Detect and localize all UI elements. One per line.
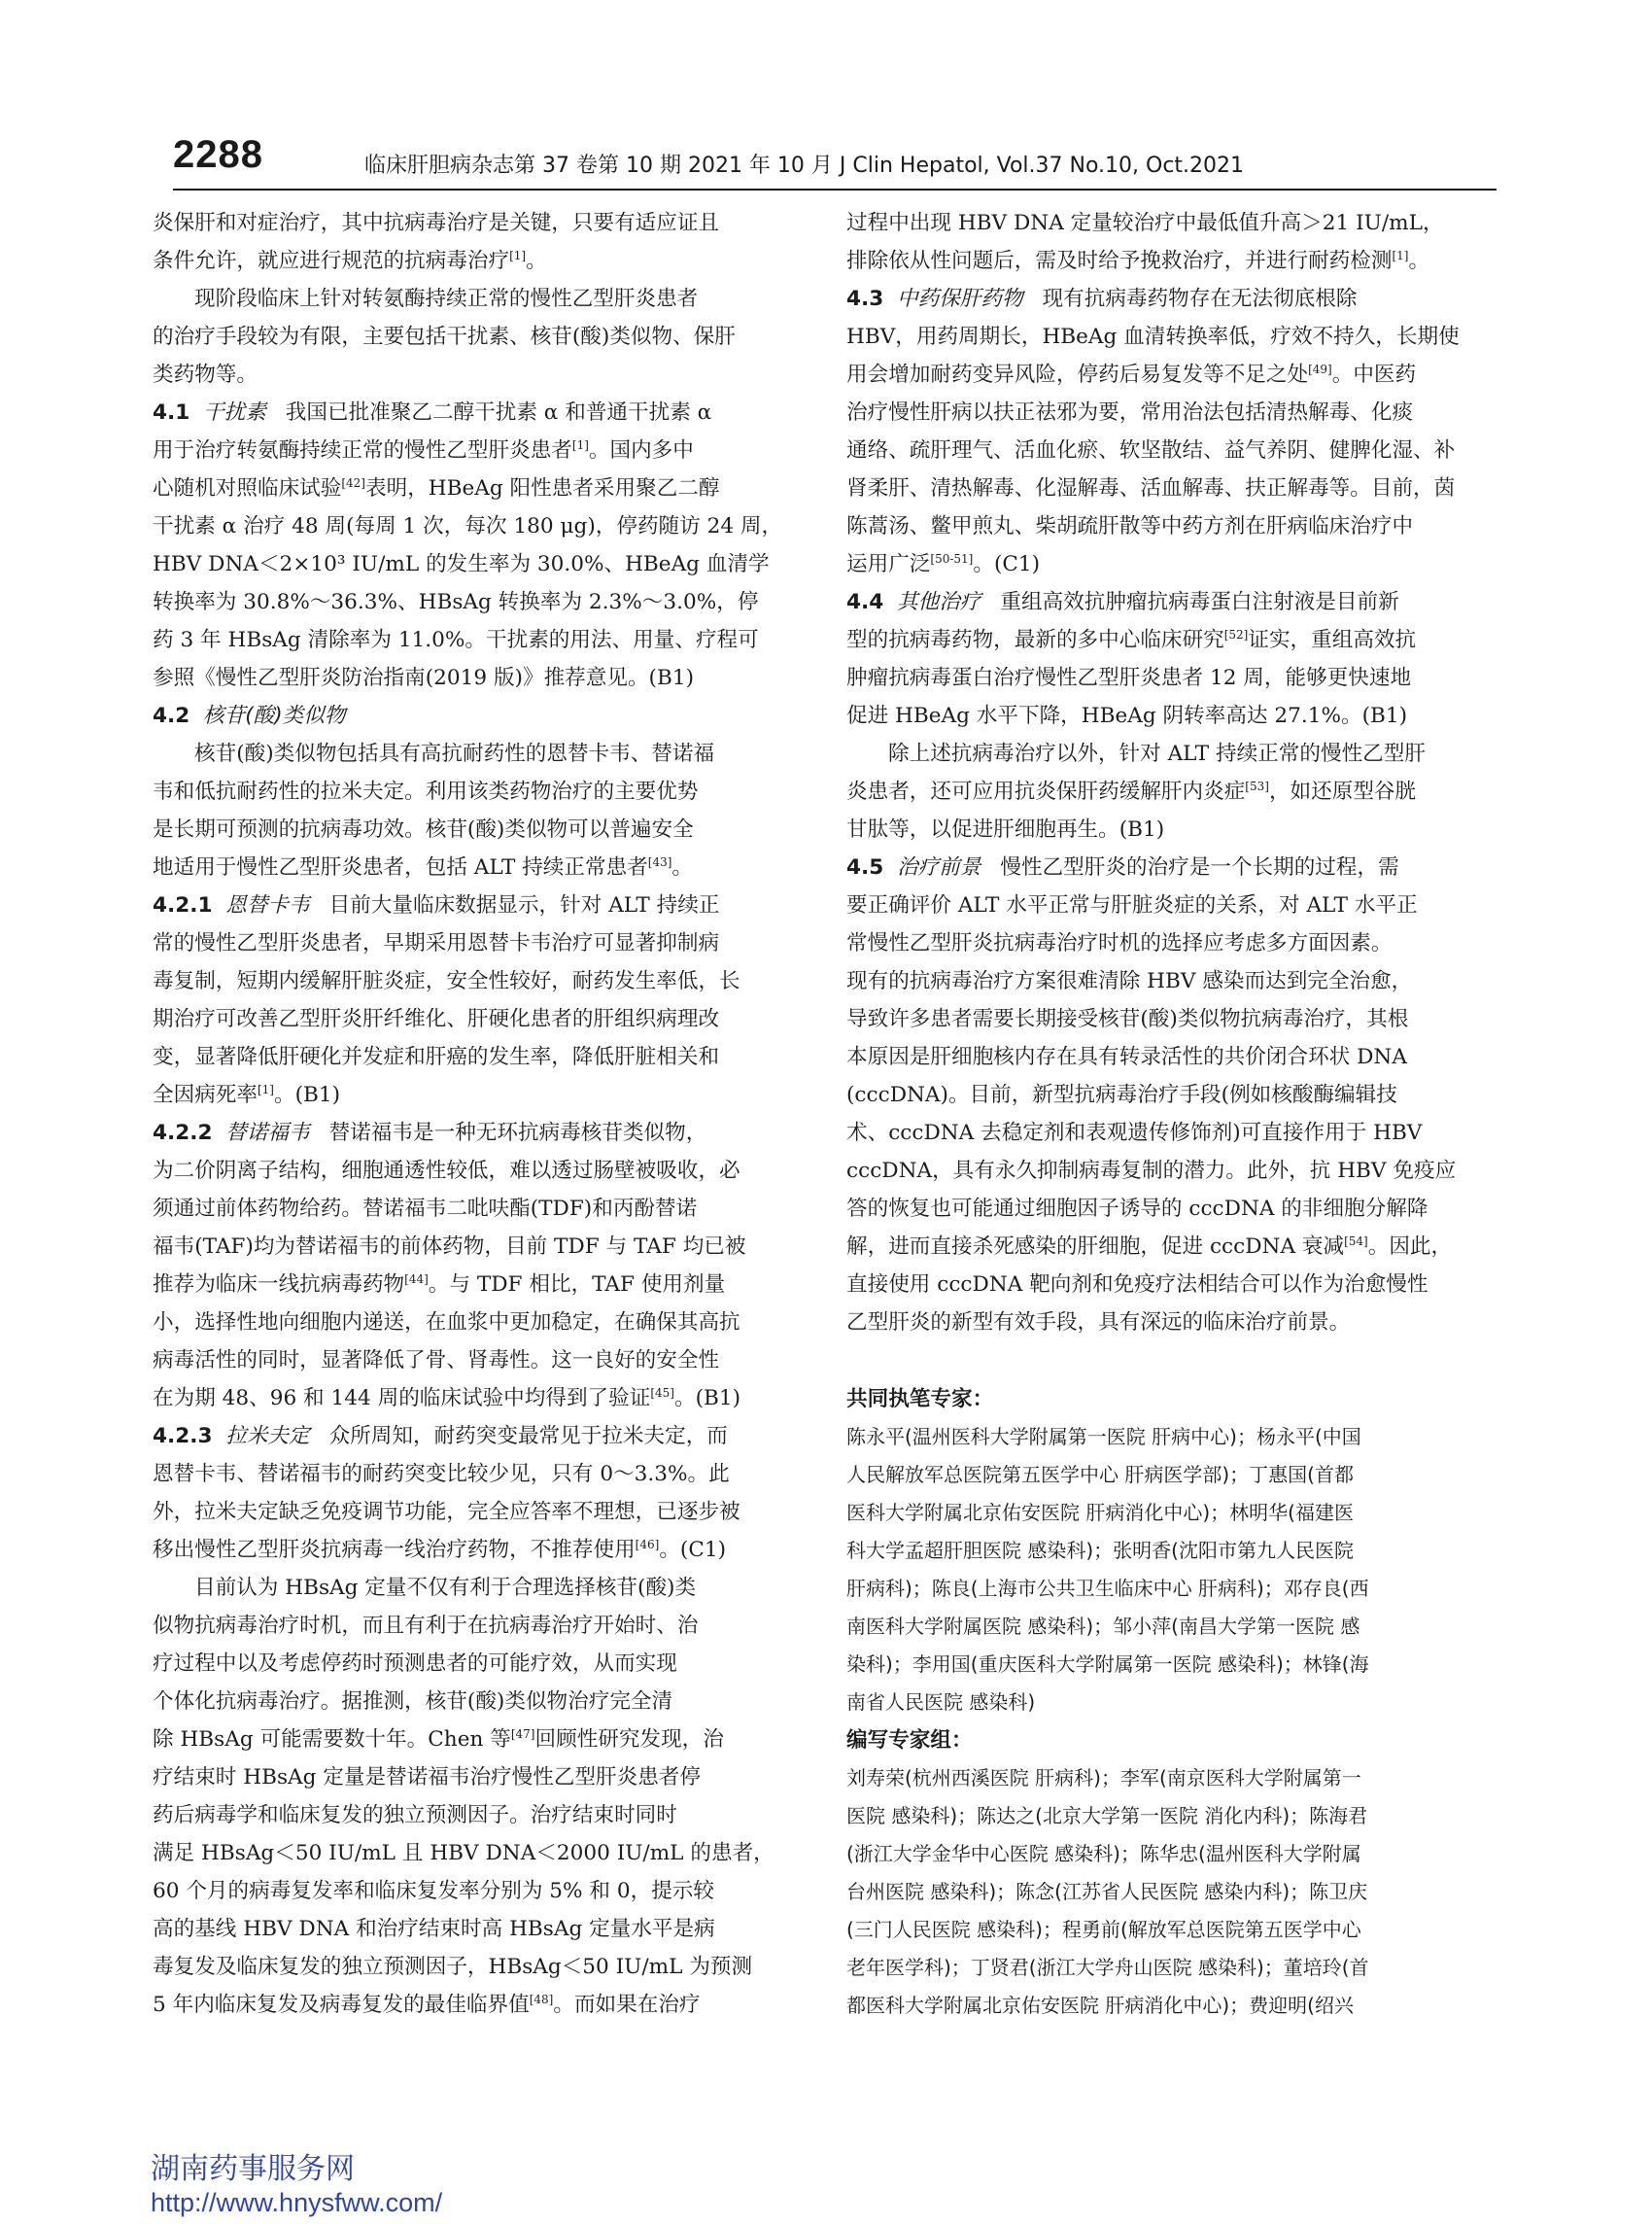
writer-line: 老年医学科)；丁贤君(浙江大学舟山医院 感染科)；董培玲(首 — [846, 1956, 1369, 1979]
expert-line: 染科)；李用国(重庆医科大学附属第一医院 感染科)；林锋(海 — [846, 1652, 1369, 1676]
paragraph-line: 毒复制，短期内缓解肝脏炎症，安全性较好，耐药发生率低，长 — [153, 969, 740, 993]
paragraph-line: 疗过程中以及考虑停药时预测患者的可能疗效，从而实现 — [153, 1651, 677, 1676]
site-url-link[interactable]: http://www.hnysfww.com/ — [151, 2188, 443, 2217]
writer-line: (浙江大学金华中心医院 感染科)；陈华忠(温州医科大学附属 — [846, 1842, 1361, 1865]
paragraph-line: 期治疗可改善乙型肝炎肝纤维化、肝硬化患者的肝组织病理改 — [153, 1007, 720, 1031]
section-number: 4.5 — [846, 855, 884, 880]
paragraph-line: 用于治疗转氨酶持续正常的慢性乙型肝炎患者[1]。国内多中 — [153, 437, 694, 463]
paragraph-line: cccDNA，具有永久抑制病毒复制的潜力。此外，抗 HBV 免疫应 — [846, 1159, 1457, 1183]
section-title: 中药保肝药物 — [897, 287, 1023, 311]
expert-line: 南医科大学附属医院 感染科)；邹小萍(南昌大学第一医院 感 — [846, 1615, 1360, 1638]
citation-marker: [52] — [1223, 627, 1249, 642]
paragraph-line: 外，拉米夫定缺乏免疫调节功能，完全应答率不理想，已逐步被 — [153, 1500, 740, 1524]
section-title: 替诺福韦 — [225, 1121, 310, 1145]
paragraph-line: 推荐为临床一线抗病毒药物[44]。与 TDF 相比，TAF 使用剂量 — [153, 1271, 726, 1297]
section-4-2-2 — [153, 1114, 811, 1152]
citation-marker: [1] — [509, 248, 527, 262]
citation-marker: [1] — [1392, 248, 1409, 262]
citation-marker: [44] — [404, 1271, 429, 1286]
section-number: 4.2.3 — [153, 1424, 213, 1448]
section-number: 4.3 — [846, 287, 884, 311]
section-4-4 — [846, 583, 1505, 621]
citation-marker: [54] — [1344, 1234, 1368, 1248]
section-number: 4.2.2 — [153, 1121, 213, 1145]
paragraph-line: 通络、疏肝理气、活血化瘀、软坚散结、益气养阴、健脾化湿、补 — [846, 438, 1456, 463]
paragraph-line: 在为期 48、96 和 144 周的临床试验中均得到了验证[45]。(B1) — [153, 1385, 741, 1410]
writer-line: 刘寿荣(杭州西溪医院 肝病科)；李军(南京医科大学附属第一 — [846, 1766, 1361, 1790]
paragraph-text: 重组高效抗肿瘤抗病毒蛋白注射液是目前新 — [1000, 590, 1399, 614]
paragraph-line: HBV，用药周期长，HBeAg 血清转换率低，疗效不持久，长期使 — [846, 325, 1460, 349]
paragraph-line: 除 HBsAg 可能需要数十年。Chen 等[47]回顾性研究发现，治 — [153, 1726, 724, 1752]
citation-marker: [43] — [647, 854, 672, 869]
section-4-2-3 — [153, 1417, 811, 1455]
paragraph-line: 常慢性乙型肝炎抗病毒治疗时机的选择应考虑多方面因素。 — [846, 931, 1393, 956]
paragraph-line: 福韦(TAF)均为替诺福韦的前体药物，目前 TDF 与 TAF 均已被 — [153, 1234, 746, 1259]
paragraph-line: 为二价阴离子结构，细胞通透性较低，难以透过肠壁被吸收，必 — [153, 1159, 740, 1183]
paragraph-line: 运用广泛[50-51]。(C1) — [846, 551, 1041, 576]
section-4-2 — [153, 697, 811, 735]
section-title: 核苷(酸)类似物 — [203, 704, 346, 728]
paragraph-line: 全因病死率[1]。(B1) — [153, 1082, 341, 1107]
paragraph-line: 似物抗病毒治疗时机，而且有利于在抗病毒治疗开始时、治 — [153, 1614, 699, 1638]
paragraph-line: 常的慢性乙型肝炎患者，早期采用恩替卡韦治疗可显著抑制病 — [153, 931, 720, 956]
site-name: 湖南药事服务网 — [151, 2152, 355, 2186]
paragraph-line: 解，进而直接杀死感染的肝细胞，促进 cccDNA 衰减[54]。因此， — [846, 1234, 1453, 1259]
paragraph-text: 目前大量临床数据显示，针对 ALT 持续正 — [328, 893, 720, 918]
paragraph-line: 心随机对照临床试验[42]表明，HBeAg 阳性患者采用聚乙二醇 — [153, 475, 720, 501]
section-4-2-1 — [153, 886, 811, 924]
writer-line: 医院 感染科)；陈达之(北京大学第一医院 消化内科)；陈海君 — [846, 1804, 1368, 1827]
paragraph-text: 我国已批准聚乙二醇干扰素 α 和普通干扰素 α — [285, 400, 712, 425]
right-column — [846, 204, 1505, 2025]
paragraph-line: 炎保肝和对症治疗，其中抗病毒治疗是关键，只要有适应证且 — [153, 211, 720, 235]
paragraph-line: 韦和低抗耐药性的拉米夫定。利用该类药物治疗的主要优势 — [153, 780, 699, 804]
citation-marker: [49] — [1308, 362, 1332, 376]
paragraph-line: 的治疗手段较为有限，主要包括干扰素、核苷(酸)类似物、保肝 — [153, 325, 736, 349]
paragraph-line: 须通过前体药物给药。替诺福韦二吡呋酯(TDF)和丙酚替诺 — [153, 1197, 698, 1221]
paragraph-line: 甘肽等，以促进肝细胞再生。(B1) — [846, 817, 1165, 842]
paragraph-line: 满足 HBsAg＜50 IU/mL 且 HBV DNA＜2000 IU/mL 的患者， — [153, 1841, 774, 1865]
co-authors-heading: 共同执笔专家： — [846, 1387, 994, 1411]
paragraph-line: 干扰素 α 治疗 48 周(每周 1 次，每次 180 μg)，停药随访 24 周， — [153, 514, 783, 539]
paragraph-line: 药 3 年 HBsAg 清除率为 11.0%。干扰素的用法、用量、疗程可 — [153, 628, 759, 652]
paragraph-line: 核苷(酸)类似物包括具有高抗耐药性的恩替卡韦、替诺福 — [194, 742, 715, 766]
section-number: 4.4 — [846, 590, 884, 614]
section-title: 拉米夫定 — [225, 1424, 310, 1448]
paragraph-line: 肾柔肝、清热解毒、化湿解毒、活血解毒、扶正解毒等。目前，茵 — [846, 476, 1456, 501]
paragraph-line: HBV DNA＜2×10³ IU/mL 的发生率为 30.0%、HBeAg 血清学 — [153, 552, 770, 576]
paragraph-line: 恩替卡韦、替诺福韦的耐药突变比较少见，只有 0～3.3%。此 — [153, 1462, 730, 1486]
section-4-1 — [153, 394, 811, 432]
paragraph-line: 炎患者，还可应用抗炎保肝药缓解肝内炎症[53]，如还原型谷胱 — [846, 779, 1417, 804]
writer-line: 台州医院 感染科)；陈念(江苏省人民医院 感染内科)；陈卫庆 — [846, 1880, 1368, 1903]
citation-marker: [50-51] — [930, 551, 974, 566]
writer-line: 都医科大学附属北京佑安医院 肝病消化中心)；费迎明(绍兴 — [846, 1994, 1354, 2017]
paragraph-line: 术、cccDNA 去稳定剂和表观遗传修饰剂)可直接作用于 HBV — [846, 1121, 1423, 1145]
expert-line: 医科大学附属北京佑安医院 肝病消化中心)；林明华(福建医 — [846, 1501, 1354, 1524]
writing-group-heading: 编写专家组： — [846, 1728, 973, 1753]
paragraph-line: 本原因是肝细胞核内存在具有转录活性的共价闭合环状 DNA — [846, 1045, 1407, 1069]
site-watermark — [151, 2153, 442, 2219]
paragraph-line: 变，显著降低肝硬化并发症和肝癌的发生率，降低肝脏相关和 — [153, 1045, 720, 1069]
paragraph-line: 要正确评价 ALT 水平正常与肝脏炎症的关系，对 ALT 水平正 — [846, 893, 1418, 918]
section-number: 4.1 — [153, 400, 190, 425]
citation-marker: [46] — [635, 1537, 660, 1551]
section-title: 恩替卡韦 — [225, 893, 310, 918]
paragraph-line: 答的恢复也可能通过细胞因子诱导的 cccDNA 的非细胞分解降 — [846, 1197, 1428, 1221]
paragraph-line: 直接使用 cccDNA 靶向剂和免疫疗法相结合可以作为治愈慢性 — [846, 1272, 1428, 1297]
section-title: 治疗前景 — [897, 855, 981, 880]
paragraph-line: 乙型肝炎的新型有效手段，具有深远的临床治疗前景。 — [846, 1310, 1351, 1335]
paragraph-line: 60 个月的病毒复发率和临床复发率分别为 5% 和 0，提示较 — [153, 1879, 714, 1903]
paragraph-line: 药后病毒学和临床复发的独立预测因子。治疗结束时同时 — [153, 1803, 677, 1827]
paragraph-line: 促进 HBeAg 水平下降，HBeAg 阴转率高达 27.1%。(B1) — [846, 704, 1408, 728]
citation-marker: [53] — [1245, 779, 1269, 793]
paragraph-line: 类药物等。 — [153, 363, 258, 387]
paragraph-line: 现阶段临床上针对转氨酶持续正常的慢性乙型肝炎患者 — [194, 287, 699, 311]
paragraph-line: 毒复发及临床复发的独立预测因子，HBsAg＜50 IU/mL 为预测 — [153, 1955, 753, 1979]
paragraph-line: 5 年内临床复发及病毒复发的最佳临界值[48]。而如果在治疗 — [153, 1992, 701, 2017]
paragraph-text: 替诺福韦是一种无环抗病毒核苷类似物， — [328, 1121, 707, 1145]
paragraph-line: 小，选择性地向细胞内递送，在血浆中更加稳定，在确保其高抗 — [153, 1310, 740, 1335]
paragraph-line: 条件允许，就应进行规范的抗病毒治疗[1]。 — [153, 248, 547, 273]
paragraph-line: 除上述抗病毒治疗以外，针对 ALT 持续正常的慢性乙型肝 — [888, 742, 1426, 766]
left-column — [153, 204, 811, 2024]
header-divider — [173, 189, 1497, 191]
paragraph-line: 高的基线 HBV DNA 和治疗结束时高 HBsAg 定量水平是病 — [153, 1917, 715, 1941]
paragraph-line: 肿瘤抗病毒蛋白治疗慢性乙型肝炎患者 12 周，能够更快速地 — [846, 666, 1412, 690]
paragraph-line: 排除依从性问题后，需及时给予挽救治疗，并进行耐药检测[1]。 — [846, 248, 1430, 273]
expert-line: 人民解放军总医院第五医学中心 肝病医学部)；丁惠国(首都 — [846, 1463, 1354, 1486]
journal-running-header: 临床肝胆病杂志第 37 卷第 10 期 2021 年 10 月 J Clin Hepatol, Vol.37 No.10, Oct.2021 — [364, 154, 1245, 178]
spacer — [846, 1341, 1505, 1380]
paragraph-text: 现有抗病毒药物存在无法彻底根除 — [1042, 287, 1358, 311]
paragraph-line: 病毒活性的同时，显著降低了骨、肾毒性。这一良好的安全性 — [153, 1348, 720, 1373]
paragraph-line: 治疗慢性肝病以扶正祛邪为要，常用治法包括清热解毒、化痰 — [846, 400, 1414, 425]
paragraph-line: 是长期可预测的抗病毒功效。核苷(酸)类似物可以普遍安全 — [153, 817, 694, 842]
paragraph-line: (cccDNA)。目前，新型抗病毒治疗手段(例如核酸酶编辑技 — [846, 1083, 1397, 1107]
paragraph-line: 疗结束时 HBsAg 定量是替诺福韦治疗慢性乙型肝炎患者停 — [153, 1765, 701, 1790]
paragraph-line: 目前认为 HBsAg 定量不仅有利于合理选择核苷(酸)类 — [194, 1576, 697, 1600]
paragraph-text: 慢性乙型肝炎的治疗是一个长期的过程，需 — [1000, 855, 1399, 880]
paragraph-line: 转换率为 30.8%～36.3%、HBsAg 转换率为 2.3%～3.0%，停 — [153, 590, 759, 614]
expert-line: 南省人民医院 感染科) — [846, 1690, 1036, 1714]
section-title: 其他治疗 — [897, 590, 981, 614]
paragraph-text: 众所周知，耐药突变最常见于拉米夫定，而 — [328, 1424, 728, 1448]
paragraph-line: 导致许多患者需要长期接受核苷(酸)类似物抗病毒治疗，其根 — [846, 1007, 1409, 1031]
section-number: 4.2.1 — [153, 893, 213, 918]
citation-marker: [48] — [529, 1992, 554, 2006]
expert-line: 科大学孟超肝胆医院 感染科)；张明香(沈阳市第九人民医院 — [846, 1539, 1354, 1562]
citation-marker: [42] — [341, 475, 365, 490]
paragraph-line: 过程中出现 HBV DNA 定量较治疗中最低值升高＞21 IU/mL， — [846, 211, 1444, 235]
paragraph-line: 参照《慢性乙型肝炎防治指南(2019 版)》推荐意见。(B1) — [153, 666, 694, 690]
expert-line: 肝病科)；陈良(上海市公共卫生临床中心 肝病科)；邓存良(西 — [846, 1577, 1369, 1600]
section-4-3 — [846, 280, 1505, 318]
paragraph-line: 用会增加耐药变异风险，停药后易复发等不足之处[49]。中医药 — [846, 362, 1417, 387]
section-4-5 — [846, 849, 1505, 886]
citation-marker: [1] — [571, 437, 589, 452]
writer-line: (三门人民医院 感染科)；程勇前(解放军总医院第五医学中心 — [846, 1918, 1361, 1941]
citation-marker: [47] — [510, 1726, 535, 1741]
section-number: 4.2 — [153, 704, 190, 728]
paragraph-line: 型的抗病毒药物，最新的多中心临床研究[52]证实，重组高效抗 — [846, 627, 1417, 652]
expert-line: 陈永平(温州医科大学附属第一医院 肝病中心)；杨永平(中国 — [846, 1425, 1361, 1448]
paragraph-line: 现有的抗病毒治疗方案很难清除 HBV 感染而达到完全治愈， — [846, 969, 1413, 993]
section-title: 干扰素 — [203, 400, 266, 425]
citation-marker: [45] — [650, 1385, 674, 1400]
citation-marker: [1] — [257, 1082, 274, 1096]
paragraph-line: 地适用于慢性乙型肝炎患者，包括 ALT 持续正常患者[43]。 — [153, 854, 694, 880]
paragraph-line: 陈蒿汤、鳖甲煎丸、柴胡疏肝散等中药方剂在肝病临床治疗中 — [846, 514, 1414, 539]
paragraph-line: 个体化抗病毒治疗。据推测，核苷(酸)类似物治疗完全清 — [153, 1689, 673, 1714]
paragraph-line: 移出慢性乙型肝炎抗病毒一线治疗药物，不推荐使用[46]。(C1) — [153, 1537, 727, 1562]
page-number: 2288 — [173, 133, 263, 176]
